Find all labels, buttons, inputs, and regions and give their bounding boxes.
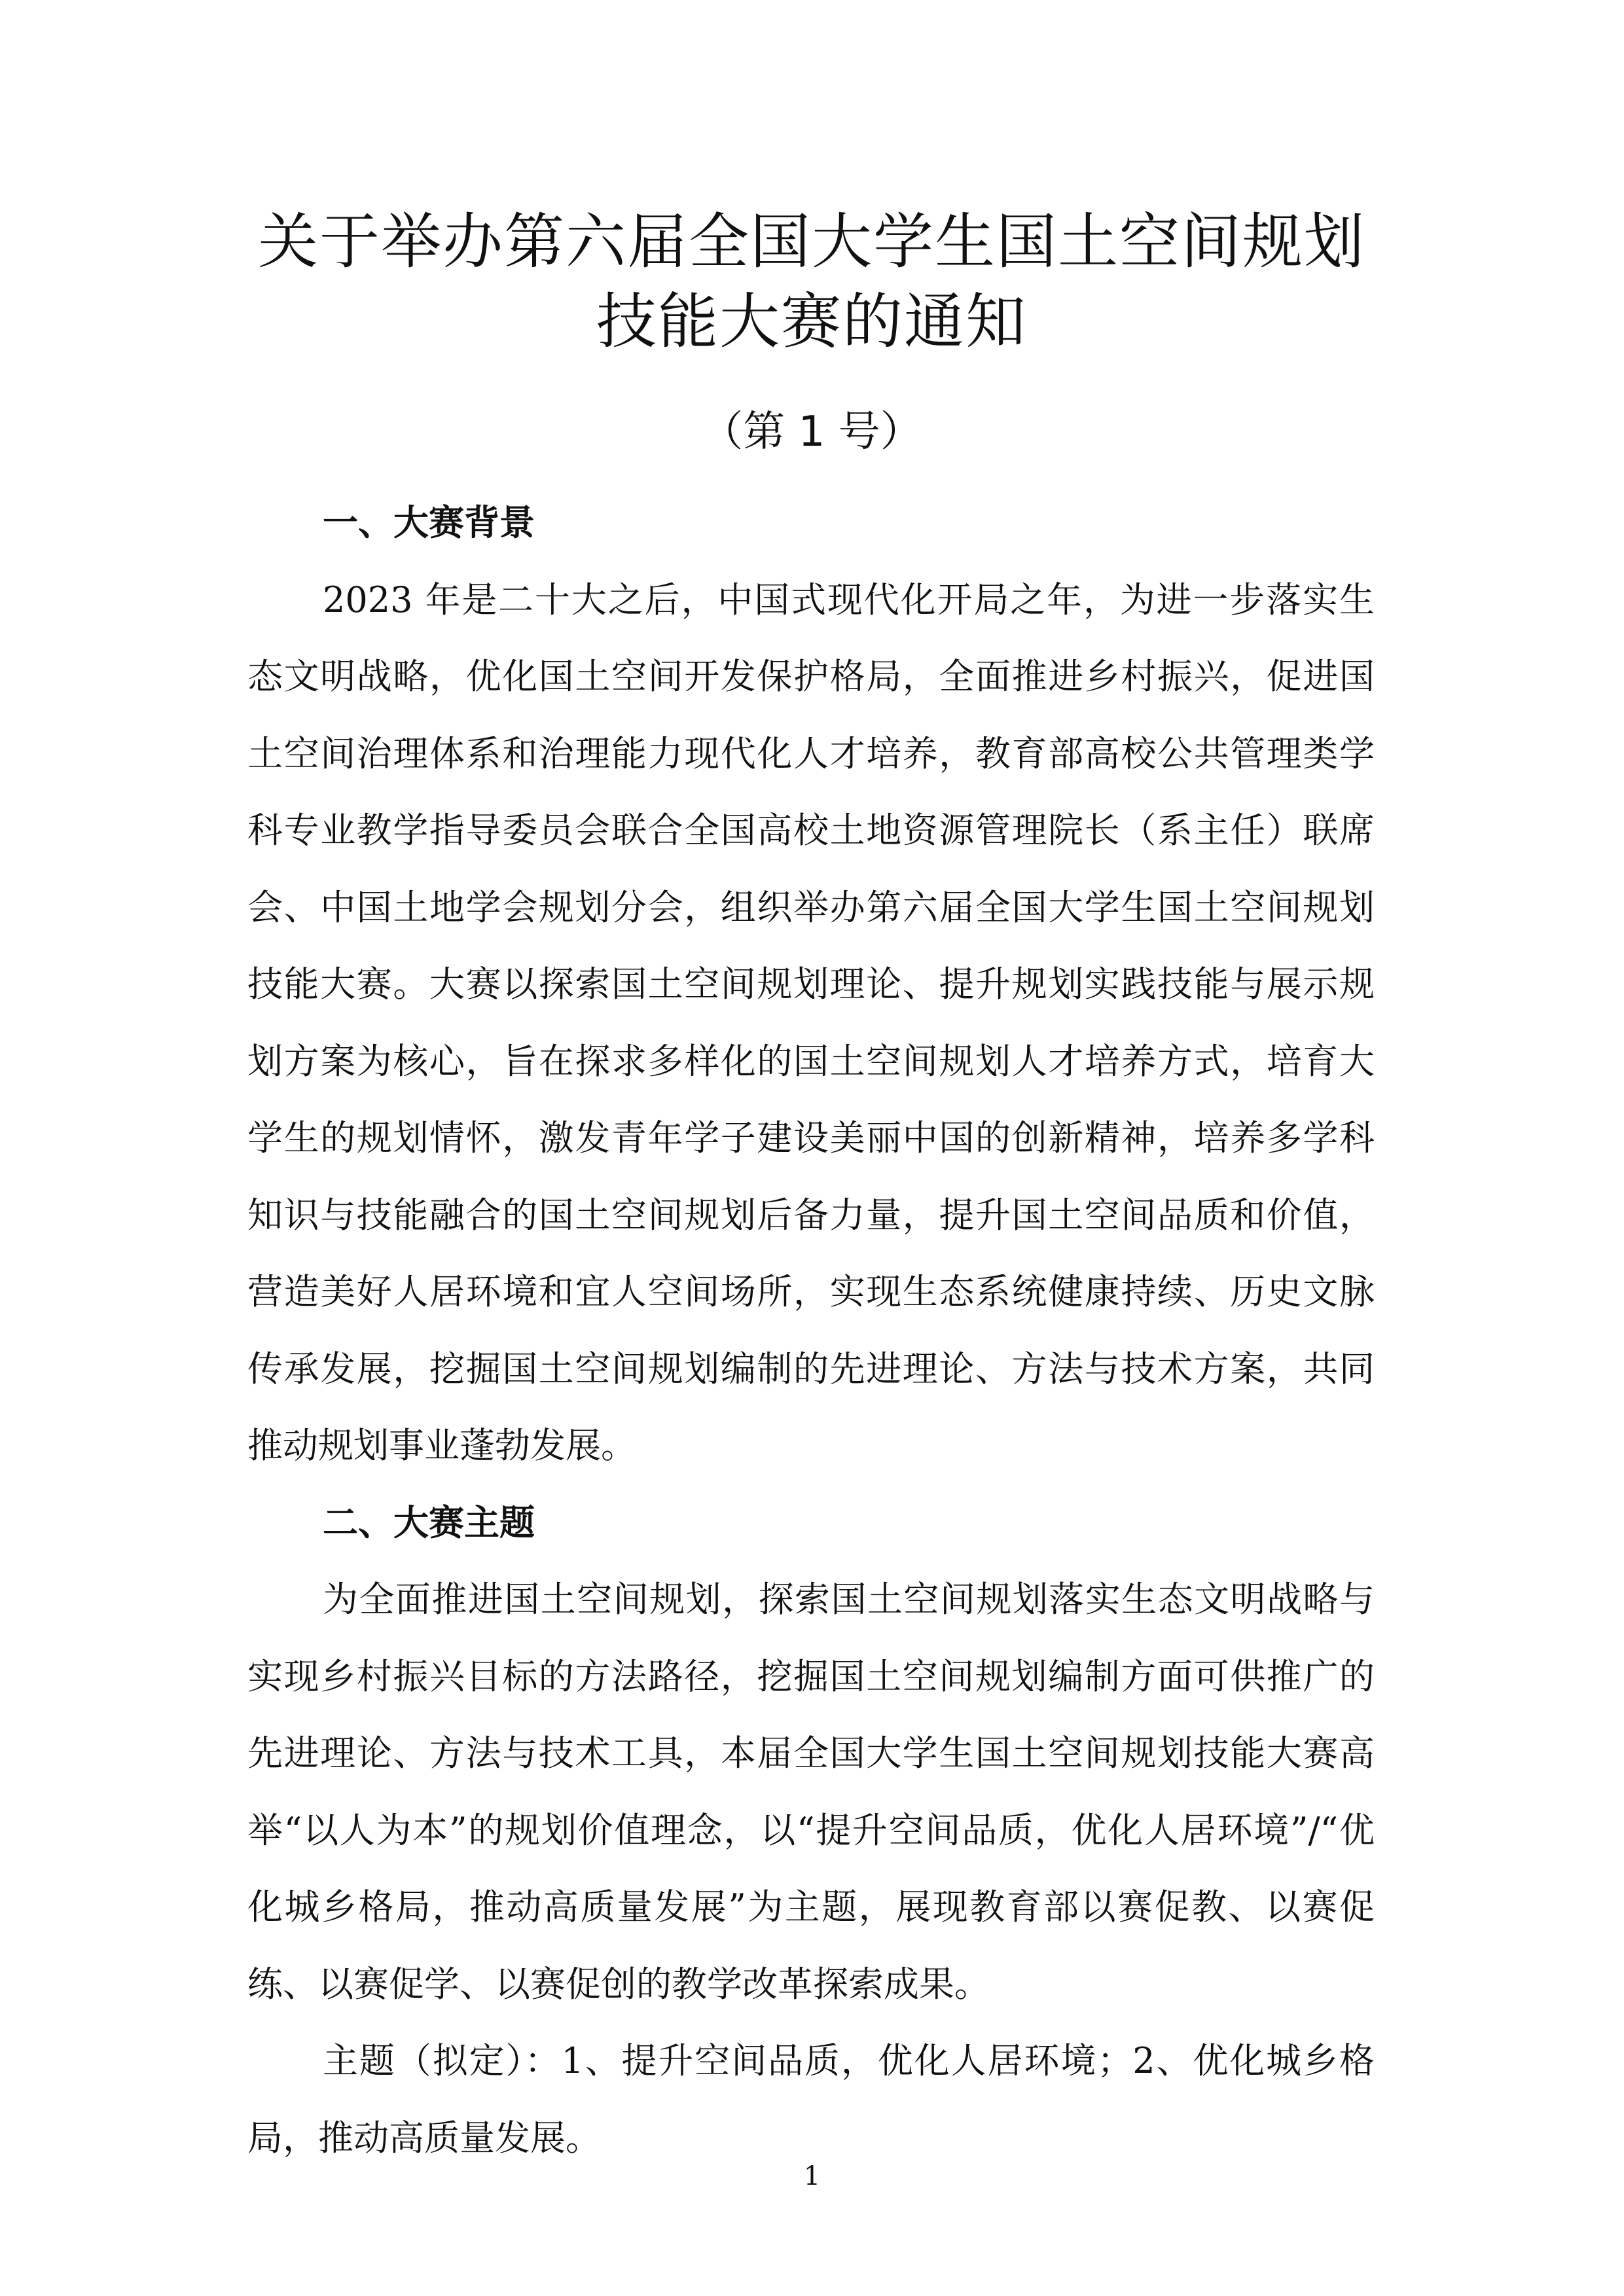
document-body [247, 484, 1375, 2176]
theme-paragraph: 为全面推进国土空间规划，探索国土空间规划落实生态文明战略与实现乡村振兴目标的方法路径，挖掘国土空间规划编制方面可供推广的先进理论、方法与技术工具，本届全国大学生国土空间规划技能大赛高举“以人为本”的规划价值理念，以“提升空间品质，优化人居环境”/“优化城乡格局，推动高质量发展”为主题，展现教育部以赛促教、以赛促练、以赛促学、以赛促创的教学改革探索成果。 [247, 1579, 1375, 2005]
document-title-line-2: 技能大赛的通知 [596, 287, 1027, 357]
page-number: 1 [803, 2161, 821, 2191]
document-title-line-1: 关于举办第六届全国大学生国土空间规划 [257, 207, 1365, 277]
section-heading-background: 一、大赛背景 [323, 502, 535, 543]
document-number: （第 1 号） [701, 408, 922, 456]
background-paragraph: 2023 年是二十大之后，中国式现代化开局之年，为进一步落实生态文明战略，优化国土空间开发保护格局，全面推进乡村振兴，促进国土空间治理体系和治理能力现代化人才培养，教育部高校公共管理类学科专业教学指导委员会联合全国高校土地资源管理院长（系主任）联席会、中国土地学会规划分会，组织举办第六届全国大学生国土空间规划技能大赛。大赛以探索国土空间规划理论、提升规划实践技能与展示规划方案为核心，旨在探求多样化的国土空间规划人才培养方式，培育大学生的规划情怀，激发青年学子建设美丽中国的创新精神，培养多学科知识与技能融合的国土空间规划后备力量，提升国土空间品质和价值，营造美好人居环境和宜人空间场所，实现生态系统健康持续、历史文脉传承发展，挖掘国土空间规划编制的先进理论、方法与技术方案，共同推动规划事业蓬勃发展。 [247, 579, 1375, 1466]
theme-list-paragraph: 主题（拟定）：1、提升空间品质，优化人居环境；2、优化城乡格局，推动高质量发展。 [247, 2040, 1375, 2159]
section-heading-theme: 二、大赛主题 [323, 1501, 535, 1543]
